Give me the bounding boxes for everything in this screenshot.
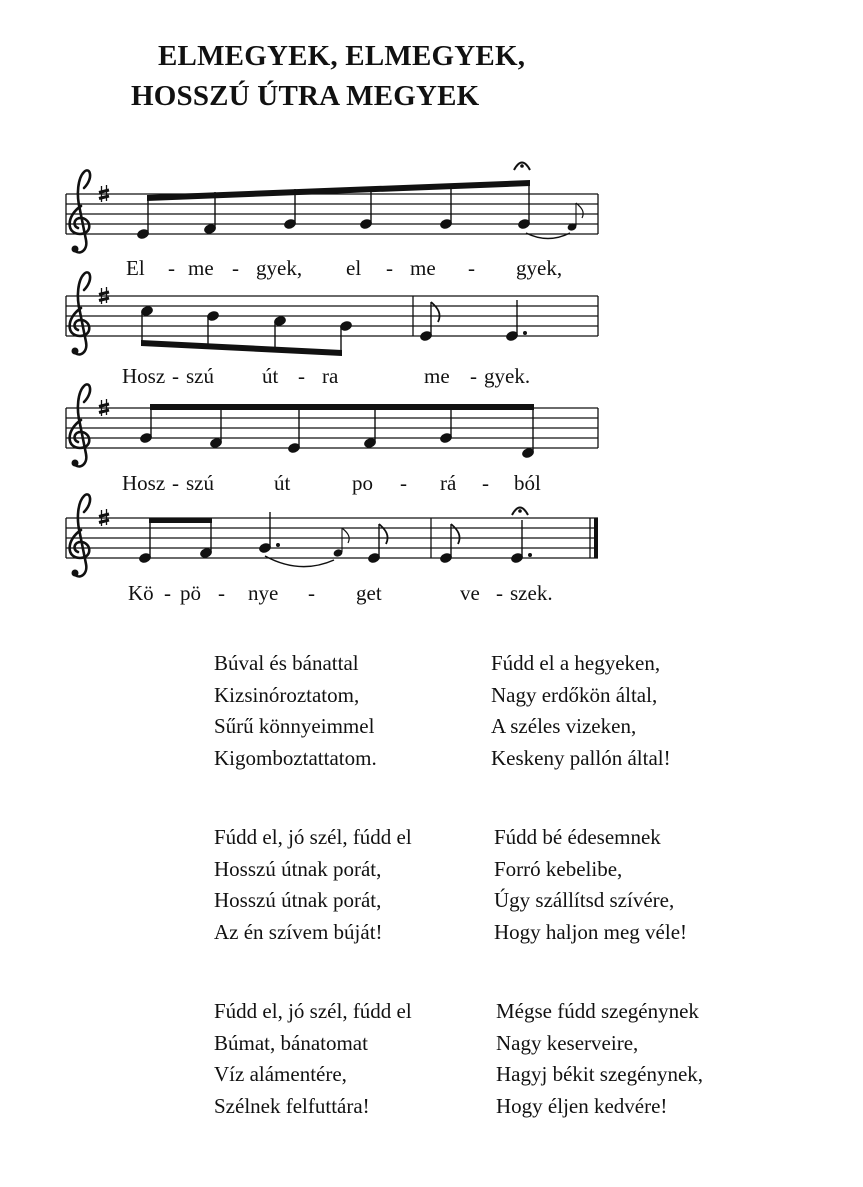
syllable: szú xyxy=(186,471,214,495)
verse-line: A széles vizeken, xyxy=(491,714,637,738)
syllable: Hosz xyxy=(122,364,166,388)
lyrics-line-3 xyxy=(122,471,541,495)
verse-line: Hogy éljen kedvére! xyxy=(496,1093,668,1118)
song-title-line-1: ELMEGYEK, ELMEGYEK, xyxy=(158,40,526,72)
syllable: szú xyxy=(186,364,214,388)
verse-line: Hosszú útnak porát, xyxy=(214,856,382,881)
song-title-line-2: HOSSZÚ ÚTRA MEGYEK xyxy=(131,80,480,112)
treble-clef-icon xyxy=(70,170,90,252)
syllable: út xyxy=(274,471,291,495)
hyphen: - xyxy=(168,256,175,280)
hyphen: - xyxy=(164,581,171,605)
syllable: me xyxy=(188,256,214,280)
treble-clef-icon xyxy=(70,494,90,576)
hyphen: - xyxy=(232,256,239,280)
syllable: el xyxy=(346,256,362,280)
hyphen: - xyxy=(386,256,393,280)
staff-system-2 xyxy=(66,272,598,356)
staff-system-4 xyxy=(66,494,598,576)
syllable: gyek, xyxy=(516,256,563,280)
syllable: nye xyxy=(248,581,279,605)
hyphen: - xyxy=(468,256,475,280)
syllable: rá xyxy=(440,471,457,495)
final-barline xyxy=(594,518,598,558)
treble-clef-icon xyxy=(70,384,90,466)
hyphen: - xyxy=(298,364,305,388)
hyphen: - xyxy=(308,581,315,605)
syllable: me xyxy=(410,256,436,280)
hyphen: - xyxy=(482,471,489,495)
hyphen: - xyxy=(172,471,179,495)
hyphen: - xyxy=(470,364,477,388)
verse-line: Víz alámentére, xyxy=(214,1062,347,1086)
verse-line: Úgy szállítsd szívére, xyxy=(494,888,675,912)
staff-system-3 xyxy=(66,384,598,466)
syllable: get xyxy=(356,581,382,605)
syllable: út xyxy=(262,364,279,388)
syllable: gyek. xyxy=(484,364,531,388)
verse-line: Szélnek felfuttára! xyxy=(214,1093,370,1118)
hyphen: - xyxy=(218,581,225,605)
lyrics-line-4 xyxy=(128,581,553,605)
lyrics-line-2 xyxy=(122,364,530,388)
verse-line: Sűrű könnyeimmel xyxy=(214,714,375,738)
syllable: gyek, xyxy=(256,256,303,280)
syllable: Hosz xyxy=(122,471,166,495)
hyphen: - xyxy=(496,581,503,605)
verse-line: Fúdd el, jó szél, fúdd el xyxy=(214,999,412,1023)
syllable: ból xyxy=(514,471,541,495)
verse-3-left xyxy=(214,996,412,1122)
staff-system-1 xyxy=(66,163,598,253)
verse-line: Kigomboztattatom. xyxy=(214,745,377,770)
verse-line: Búmat, bánatomat xyxy=(214,1030,368,1055)
verse-3-right xyxy=(496,996,703,1122)
verse-line: Búval és bánattal xyxy=(214,651,359,675)
hyphen: - xyxy=(400,471,407,495)
verse-line: Nagy keserveire, xyxy=(496,1030,639,1055)
hyphen: - xyxy=(172,364,179,388)
verse-1-left xyxy=(214,648,377,774)
verse-2-right xyxy=(494,822,687,948)
verse-line: Keskeny pallón által! xyxy=(491,745,671,770)
verse-line: Mégse fúdd szegénynek xyxy=(496,999,699,1023)
verse-line: Fúdd el a hegyeken, xyxy=(491,651,661,675)
syllable: ra xyxy=(322,364,339,388)
lyrics-line-1 xyxy=(126,256,562,280)
verse-line: Fúdd el, jó szél, fúdd el xyxy=(214,825,412,849)
verse-line: Forró kebelibe, xyxy=(494,856,623,881)
treble-clef-icon xyxy=(70,272,90,354)
verse-line: Az én szívem búját! xyxy=(214,919,383,944)
verse-1-right xyxy=(491,648,671,774)
syllable: El xyxy=(126,256,145,280)
verse-line: Kizsinóroztatom, xyxy=(214,682,360,707)
syllable: pö xyxy=(180,581,201,605)
syllable: Kö xyxy=(128,581,154,605)
verse-line: Nagy erdőkön által, xyxy=(491,682,658,707)
syllable: ve xyxy=(460,581,480,605)
verse-line: Hosszú útnak porát, xyxy=(214,888,382,912)
syllable: po xyxy=(352,471,373,495)
syllable: me xyxy=(424,364,450,388)
verse-2-left xyxy=(214,822,412,948)
syllable: szek. xyxy=(510,581,553,605)
verse-line: Hogy haljon meg véle! xyxy=(494,919,688,944)
verse-line: Fúdd bé édesemnek xyxy=(494,825,661,849)
verse-line: Hagyj békit szegénynek, xyxy=(496,1062,704,1086)
